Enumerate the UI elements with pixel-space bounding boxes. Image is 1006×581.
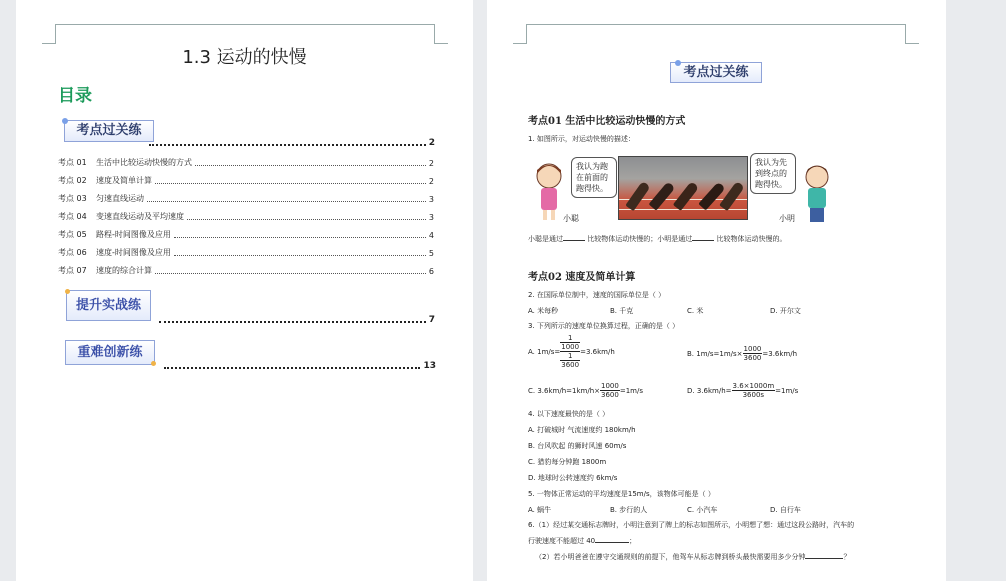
question-fragment: （2）若小明爸爸在遵守交通规则的前提下，他驾车从标志牌到桥头最快需要用多少分钟 [535, 553, 806, 561]
option: D. 开尔文 [770, 307, 801, 315]
question-text: （2）若小明爸爸在遵守交通规则的前提下，他驾车从标志牌到桥头最快需要用多少分钟 ？ [535, 553, 851, 561]
question-text: 5. 一物体正常运动的平均速度是15m/s，该物体可能是（ ） [528, 490, 715, 498]
toc-entry[interactable] [58, 265, 434, 276]
fraction [600, 382, 620, 399]
toc-entry-text: 匀速直线运动 [96, 194, 144, 203]
badge-dot [675, 60, 681, 66]
toc-page-number: 4 [428, 231, 434, 240]
workspace-margin [946, 0, 1006, 581]
toc-leader [195, 165, 426, 166]
section-label: 重难创新练 [77, 345, 143, 360]
runner-figure [673, 181, 699, 211]
speech-bubble-left: 我认为跑在前面的跑得快。 [571, 157, 617, 198]
toc-entry-number: 考点 03 [58, 194, 87, 203]
fill-in-line [528, 234, 786, 244]
fraction-part: 1 [560, 351, 580, 361]
race-photo [618, 156, 748, 220]
option-text: C. 3.6km/h=1km/h× [528, 386, 600, 395]
question-text: 3. 下列所示的速度单位换算过程，正确的是（ ） [528, 322, 680, 330]
badge-dot [62, 118, 68, 124]
toc-page-number: 13 [423, 361, 436, 371]
toc-entry-number: 考点 06 [58, 248, 87, 257]
fraction-denominator: 3600s [742, 391, 765, 399]
option-text: A. 1m/s= [528, 347, 561, 356]
toc-entry[interactable] [58, 247, 434, 258]
toc-page-number: 2 [428, 138, 435, 148]
page-corner-mark [905, 24, 919, 44]
badge-dot [151, 361, 156, 366]
section-badge [670, 62, 762, 83]
fraction-numerator: 1000 [743, 345, 762, 353]
option: C. 小汽车 [687, 506, 718, 514]
figure-label-right: 小明 [779, 214, 795, 223]
toc-entry-number: 考点 01 [58, 158, 87, 167]
toc-entry-number: 考点 07 [58, 266, 87, 275]
toc-page-number: 3 [428, 195, 434, 204]
question-text: 4. 以下速度最快的是（ ） [528, 410, 610, 418]
fraction-part: 1000 [561, 343, 580, 351]
toc-entry-number: 考点 02 [58, 176, 87, 185]
toc-entry[interactable] [58, 211, 434, 222]
option: B. 千克 [610, 307, 634, 315]
question-fragment: 行驶速度不能超过 40 [528, 537, 596, 545]
question-text: 6.（1）经过某交通标志牌时，小明注意到了牌上的标志如图所示，小明想了想：通过这段公路时，汽车的 [528, 521, 855, 529]
toc-page-number: 2 [428, 177, 434, 186]
toc-entry-text: 速度及简单计算 [96, 176, 152, 185]
toc-page-number: 3 [428, 213, 434, 222]
toc-entry[interactable] [58, 193, 434, 204]
badge-dot [65, 289, 70, 294]
option-text: D. 3.6km/h= [687, 386, 732, 395]
toc-page-number: 2 [428, 159, 434, 168]
fraction-denominator: 3600 [561, 361, 580, 369]
option-text: =3.6km/h [762, 349, 798, 358]
page-corner-mark [513, 24, 527, 44]
option: C. 米 [687, 307, 704, 315]
track-lane [619, 209, 748, 210]
runner-figure [625, 181, 650, 211]
option-text: =3.6km/h [580, 347, 615, 356]
toc-entry-text: 速度-时间图像及应用 [96, 248, 171, 257]
toc-section-line[interactable] [159, 315, 435, 325]
answer-blank[interactable] [563, 234, 585, 241]
toc-entry-text: 路程-时间图像及应用 [96, 230, 171, 239]
fraction-denominator: 3600 [743, 354, 762, 362]
toc-leader [147, 201, 426, 202]
answer-blank[interactable] [692, 234, 714, 241]
toc-leader [149, 144, 426, 146]
toc-heading: 目录 [58, 86, 92, 106]
toc-leader [155, 273, 426, 274]
fraction-denominator: 3600 [601, 391, 619, 399]
toc-leader [164, 367, 420, 369]
fraction-numerator: 1 [560, 334, 580, 343]
toc-page-number: 6 [428, 267, 434, 276]
header-rule [56, 24, 434, 25]
header-rule [527, 24, 905, 25]
fraction [732, 382, 776, 399]
toc-entry-number: 考点 05 [58, 230, 87, 239]
fraction [743, 345, 763, 362]
answer-blank[interactable] [595, 536, 629, 543]
option [528, 334, 615, 369]
option: A. 蜗牛 [528, 506, 552, 514]
toc-entry[interactable] [58, 157, 434, 168]
option: B. 步行的人 [610, 506, 648, 514]
page-corner-mark [434, 24, 448, 44]
toc-section-line[interactable] [149, 138, 435, 148]
toc-entry-number: 考点 04 [58, 212, 87, 221]
section-label: 考点过关练 [76, 123, 142, 138]
runner-figure [649, 181, 676, 210]
toc-entry[interactable] [58, 175, 434, 186]
fraction-numerator: 1000 [601, 382, 619, 390]
boy-figure-icon [797, 163, 837, 223]
toc-leader [187, 219, 426, 220]
toc-leader [174, 237, 426, 238]
document-page-2 [487, 0, 946, 581]
page-corner-mark [42, 24, 56, 44]
document-page-1 [16, 0, 473, 581]
toc-leader [174, 255, 426, 256]
section-label: 考点过关练 [683, 65, 749, 80]
page-title: 1.3 运动的快慢 [182, 47, 307, 68]
option [687, 345, 797, 362]
section-badge [66, 290, 151, 321]
toc-leader [159, 321, 426, 323]
fraction-numerator: 3.6×1000m [732, 382, 775, 390]
speech-bubble-right: 我认为先到终点的跑得快。 [750, 153, 796, 194]
option: B. 台风吹起 的狮时风速 60m/s [528, 442, 627, 450]
option: D. 自行车 [770, 506, 801, 514]
option [528, 382, 643, 399]
topic-title: 考点01 生活中比较运动快慢的方式 [528, 116, 686, 127]
option: A. 米每秒 [528, 307, 559, 315]
topic-title: 考点02 速度及简单计算 [528, 272, 636, 283]
option: D. 地球时公转速度约 6km/s [528, 474, 618, 482]
toc-entry[interactable] [58, 229, 434, 240]
toc-entry-text: 速度的综合计算 [96, 266, 152, 275]
section-label: 提升实战练 [75, 298, 141, 313]
toc-page-number: 5 [428, 249, 434, 258]
answer-blank[interactable] [805, 552, 843, 559]
question-text: 1. 如图所示，对运动快慢的描述： [528, 135, 635, 143]
toc-entry-text: 变速直线运动及平均速度 [96, 212, 184, 221]
question-text: 行驶速度不能超过 40 ； [528, 537, 637, 545]
option: C. 猎豹每分钟跑 1800m [528, 458, 607, 466]
toc-entry-text: 生活中比较运动快慢的方式 [96, 158, 192, 167]
fill-text: 小聪是通过 [528, 235, 563, 243]
question-text: 2. 在国际单位制中，速度的国际单位是（ ） [528, 291, 666, 299]
option-text: B. 1m/s=1m/s× [687, 349, 743, 358]
fill-text: 比较物体运动快慢的；小明是通过 [587, 235, 693, 243]
section-badge [65, 340, 155, 365]
section-badge [64, 120, 154, 142]
fraction [560, 334, 580, 369]
option: A. 打破城时 气流速度约 180km/h [528, 426, 636, 434]
figure-label-left: 小聪 [563, 214, 579, 223]
fill-text: 比较物体运动快慢的。 [716, 235, 787, 243]
toc-page-number: 7 [428, 315, 435, 325]
toc-section-line[interactable] [164, 361, 436, 371]
toc-leader [155, 183, 426, 184]
option [687, 382, 798, 399]
option-text: =1m/s [619, 386, 643, 395]
option-text: =1m/s [775, 386, 799, 395]
